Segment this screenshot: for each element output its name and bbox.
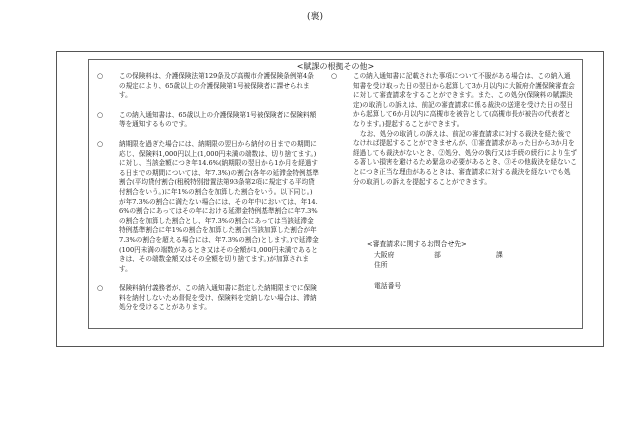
contact-org-row bbox=[357, 250, 557, 261]
page-side-label: (裏) bbox=[306, 12, 324, 22]
contact-block bbox=[357, 239, 557, 291]
contact-title: <審査請求に関するお問合せ先> bbox=[367, 240, 467, 248]
appeal-notice-continuation: なお、処分の取消しの訴えは、前記の審査請求に対する裁決を経た後でなければ提起することができませんが、①審査請求があった日から3か月を経過しても裁決がないとき、②処分、処分の執行又は手続の続行により生ずる著しい損害を避けるため緊急の必要があるとき、③その他裁決を経ないことにつき正当な理由があるときは、審査請求に対する裁決を経ないでも処分の取消しの訴えを提起することができます。 bbox=[353, 129, 577, 186]
contact-org: 大阪府 bbox=[374, 250, 395, 259]
contact-address-label: 住所 bbox=[374, 261, 388, 269]
circle-bullet-icon: ○ bbox=[97, 110, 104, 119]
right-column bbox=[331, 72, 577, 187]
left-column bbox=[97, 72, 319, 323]
appeal-notice bbox=[331, 72, 577, 130]
contact-dept: 部 bbox=[434, 250, 441, 259]
notice-item bbox=[97, 140, 319, 274]
notice-item-text: この納入通知書は、65歳以上の介護保険第1号被保険者に保険料額等を通知するものです。 bbox=[119, 110, 317, 129]
notice-item bbox=[97, 111, 319, 130]
notice-item bbox=[97, 284, 319, 313]
contact-phone-label: 電話番号 bbox=[374, 281, 402, 290]
circle-bullet-icon: ○ bbox=[97, 72, 104, 80]
circle-bullet-icon: ○ bbox=[97, 284, 104, 293]
notice-item-text: この保険料は、介護保険法第129条及び高槻市介護保険条例第4条の規定により、65歳以上の介護保険第1号被保険者に課せられます。 bbox=[119, 72, 314, 100]
contact-phone-row bbox=[357, 281, 557, 292]
appeal-notice-text: この納入通知書に記載された事項について不服がある場合は、この納入通知書を受け取った日の翌日から起算して3か月以内に大阪府介護保険審査会に対して審査請求をすることができます。また、この処分(保険料の賦課決定)の取消しの訴えは、前記の審査請求に係る裁決の送達を受けた日の翌日から起算して6か月以内に高槻市を被告として(高槻市長が被告の代表者となります。)提起することができます。 bbox=[353, 72, 575, 128]
notice-item bbox=[97, 72, 319, 101]
notice-item-text: 保険料納付義務者が、この納入通知書に指定した納期限までに保険料を納付しないため督促を受け、保険料を完納しない場合は、滞納処分を受けることがあります。 bbox=[119, 284, 317, 312]
contact-section: 課 bbox=[496, 250, 503, 259]
contact-address-row bbox=[357, 260, 557, 271]
notice-item-text: 納期限を過ぎた場合には、納期限の翌日から納付の日までの期間に応じ、保険料1,000円以上(1,000円未満の端数は、切り捨てます。)に対し、当該金額につき年14.6%(納期限の翌日から1か月を経過する日までの期間については、年7.3%)の割合(各年の延滞金特例基準割合(平均貸付割合(租税特別措置法第93条第2項に規定する平均貸付割合をいう。)に年1%の割合を加算した割合をいう。以下同じ。)が年7.3%の割合に満たない場合には、その年中においては、年14.6%の割合にあってはその年における延滞金特例基準割合に年7.3%の割合を加算した割合とし、年7.3%の割合にあっては当該延滞金特例基準割合に年1%の割合を加算した割合(当該加算した割合が年7.3%の割合を超える場合には、年7.3%の割合)とします。)で延滞金(100円未満の端数があるとき又はその全額が1,000円未満であるときは、その端数金額又はその全額を切り捨てます。)が加算されます。 bbox=[119, 139, 319, 273]
circle-bullet-icon: ○ bbox=[331, 72, 338, 80]
section-title: <賦課の根拠その他> bbox=[296, 62, 375, 71]
circle-bullet-icon: ○ bbox=[97, 139, 104, 148]
